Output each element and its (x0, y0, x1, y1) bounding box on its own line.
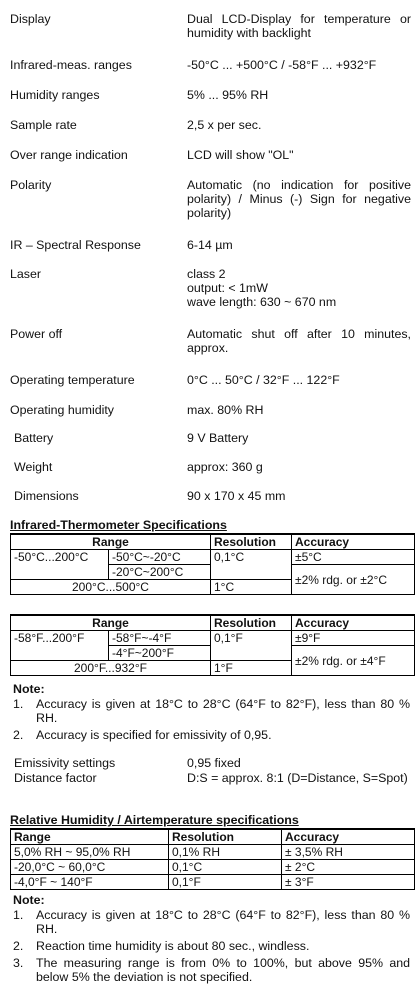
ir-table-celsius (10, 533, 415, 595)
spec-label: Battery (14, 431, 54, 445)
spec-value: -50°C ... +500°C / -58°F ... +932°F (187, 58, 377, 72)
header-range: Range (11, 829, 169, 845)
accuracy-cell: ± 3°F (282, 875, 415, 890)
range-main: -58°F...200°F (11, 631, 109, 661)
range-high: 200°C...500°C (11, 580, 211, 595)
spec-label: Over range indication (10, 148, 128, 162)
header-resolution: Resolution (169, 829, 282, 845)
table-header-row (11, 615, 415, 631)
range-main: -50°C...200°C (11, 550, 109, 580)
rh-notes-title: Note: (13, 893, 45, 907)
spec-value: Dual LCD-Display for temperature or humidity with backlight (187, 12, 411, 40)
spec-label: Operating temperature (10, 373, 135, 387)
range-sub: -50°C~-20°C (109, 550, 211, 565)
list-item: 1. Accuracy is given at 18°C to 28°C (64°F to 82°F), less than 80 % RH. (13, 697, 410, 725)
spec-value: Automatic (no indication for positive polarity) / Minus (-) Sign for negative polarity) (187, 178, 411, 220)
accuracy-cell: ±5°C (292, 550, 415, 565)
resolution-cell: 1°C (211, 580, 292, 595)
header-resolution: Resolution (211, 534, 292, 550)
range-cell: -4,0°F ~ 140°F (11, 875, 169, 890)
spec-label: Dimensions (14, 489, 79, 503)
header-accuracy: Accuracy (282, 829, 415, 845)
list-item: 1. Accuracy is given at 18°C to 28°C (64°F to 82°F), less than 80 % RH. (13, 908, 410, 936)
range-high: 200°F...932°F (11, 661, 211, 676)
range-sub: -20°C~200°C (109, 565, 211, 580)
spec-value: LCD will show "OL" (187, 148, 294, 162)
spec-value (187, 267, 411, 309)
table-row (11, 631, 415, 646)
header-range: Range (11, 534, 211, 550)
ir-notes-list (10, 697, 410, 745)
table-row (11, 550, 415, 565)
spec-value: D:S = approx. 8:1 (D=Distance, S=Spot) (187, 771, 408, 785)
range-cell: 5,0% RH ~ 95,0% RH (11, 845, 169, 860)
spec-value: 9 V Battery (187, 431, 249, 445)
list-item: 2. Accuracy is specified for emissivity of 0,95. (13, 728, 272, 742)
spec-value: 0,95 fixed (187, 756, 241, 770)
spec-label: Sample rate (10, 118, 77, 132)
spec-label: Weight (14, 460, 53, 474)
rh-section-heading: Relative Humidity / Airtemperature specifications (10, 813, 299, 827)
spec-value: max. 80% RH (187, 403, 264, 417)
spec-label: Laser (10, 267, 41, 281)
range-cell: -20,0°C ~ 60,0°C (11, 860, 169, 875)
resolution-cell: 0,1% RH (169, 845, 282, 860)
spec-value: 0°C ... 50°C / 32°F ... 122°F (187, 373, 340, 387)
spec-label: Display (10, 12, 51, 26)
range-sub: -58°F~-4°F (109, 631, 211, 646)
table-header-row (11, 829, 415, 845)
laser-output: output: < 1mW (187, 281, 268, 295)
header-resolution: Resolution (211, 615, 292, 631)
spec-value: 6-14 µm (187, 238, 233, 252)
spec-value: 2,5 x per sec. (187, 118, 262, 132)
spec-value: Automatic shut off after 10 minutes, approx. (187, 327, 411, 355)
spec-label: Polarity (10, 178, 52, 192)
resolution-cell: 0,1°F (211, 631, 292, 661)
spec-label: Power off (10, 327, 63, 341)
spec-value: 5% ... 95% RH (187, 88, 269, 102)
laser-class: class 2 (187, 267, 226, 281)
ir-notes-title: Note: (13, 682, 45, 696)
table-header-row (11, 534, 415, 550)
table-row (11, 845, 415, 860)
spec-label: Operating humidity (10, 403, 114, 417)
accuracy-cell: ±2% rdg. or ±2°C (292, 565, 415, 595)
ir-table-fahrenheit (10, 614, 415, 676)
table-row (11, 875, 415, 890)
resolution-cell: 0,1°C (169, 860, 282, 875)
spec-label: Emissivity settings (14, 756, 116, 770)
header-accuracy: Accuracy (292, 615, 415, 631)
table-row (11, 860, 415, 875)
spec-value: approx: 360 g (187, 460, 263, 474)
resolution-cell: 1°F (211, 661, 292, 676)
spec-label: IR – Spectral Response (10, 238, 141, 252)
spec-value: 90 x 170 x 45 mm (187, 489, 286, 503)
resolution-cell: 0,1°C (211, 550, 292, 580)
spec-label: Humidity ranges (10, 88, 100, 102)
list-item: 2. Reaction time humidity is about 80 sec., windless. (13, 939, 310, 953)
spec-label: Distance factor (14, 771, 97, 785)
list-item: 3. The measuring range is from 0% to 100%, but above 95% and below 5% the deviation is not specified. (13, 956, 410, 984)
spec-label: Infrared-meas. ranges (10, 58, 132, 72)
laser-wavelength: wave length: 630 ~ 670 nm (187, 295, 337, 309)
rh-notes-list (10, 908, 410, 987)
accuracy-cell: ±2% rdg. or ±4°F (292, 646, 415, 676)
header-range: Range (11, 615, 211, 631)
accuracy-cell: ±9°F (292, 631, 415, 646)
range-sub: -4°F~200°F (109, 646, 211, 661)
accuracy-cell: ± 2°C (282, 860, 415, 875)
rh-table (10, 828, 415, 890)
ir-section-heading: Infrared-Thermometer Specifications (10, 518, 227, 532)
accuracy-cell: ± 3,5% RH (282, 845, 415, 860)
header-accuracy: Accuracy (292, 534, 415, 550)
resolution-cell: 0,1°F (169, 875, 282, 890)
